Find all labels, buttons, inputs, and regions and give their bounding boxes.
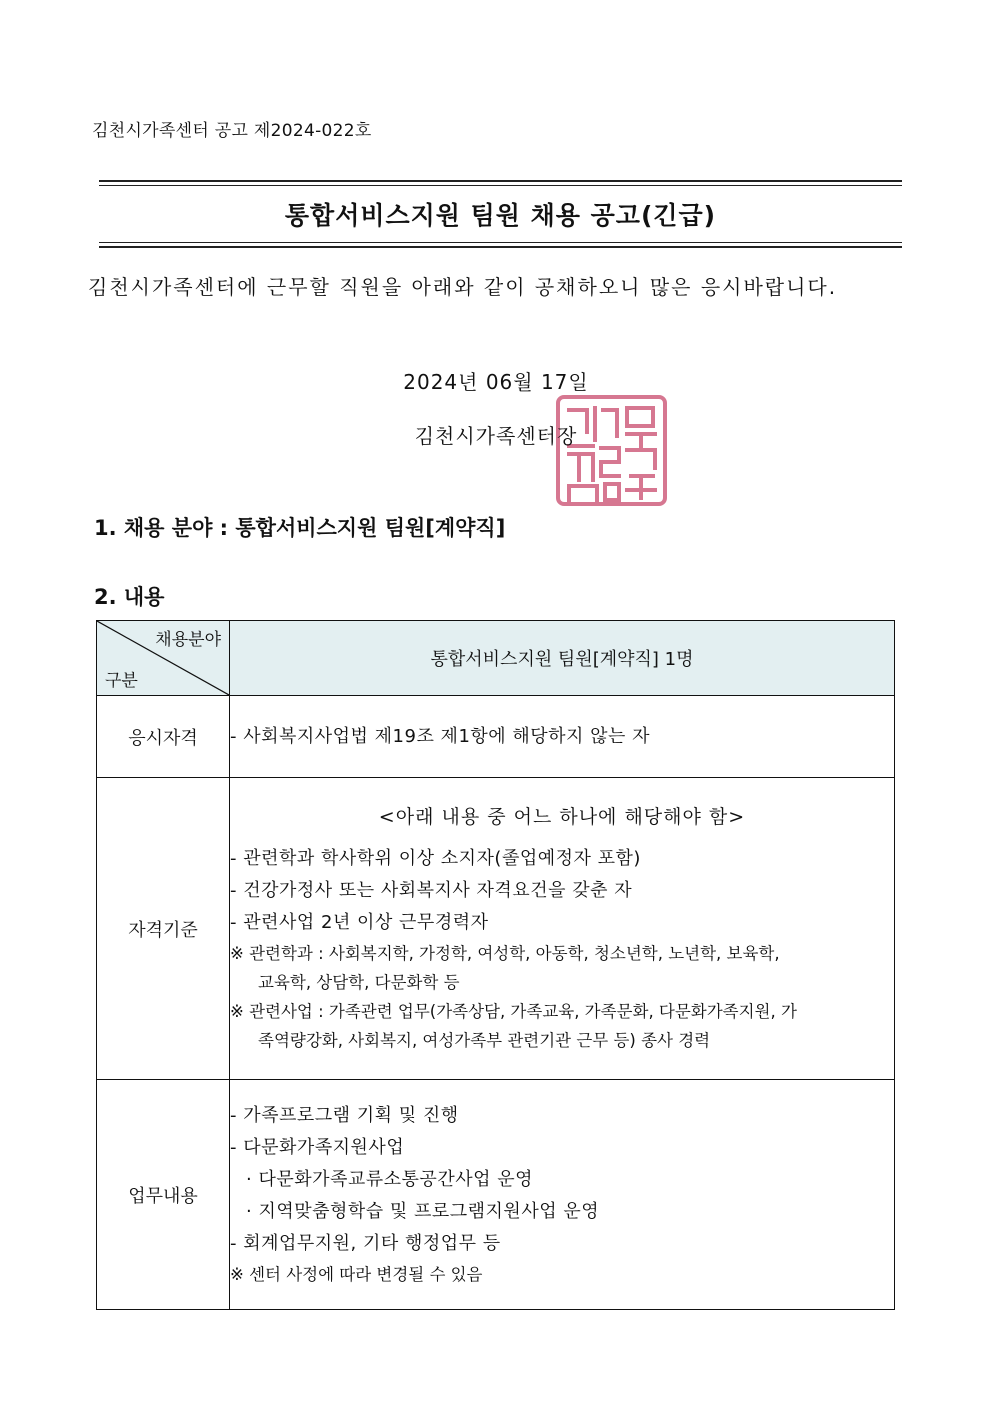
intro-paragraph: 김천시가족센터에 근무할 직원을 아래와 같이 공채하오니 많은 응시바랍니다. bbox=[88, 275, 838, 299]
qualification-line: - 건강가정사 또는 사회복지사 자격요건을 갖춘 자 bbox=[230, 880, 633, 901]
section-2-content: 2. 내용 bbox=[94, 585, 165, 609]
duties-line: - 가족프로그램 기획 및 진행 bbox=[230, 1105, 459, 1126]
duties-line: - 회계업무지원, 기타 행정업무 등 bbox=[230, 1233, 501, 1254]
duties-line: · 지역맞춤형학습 및 프로그램지원사업 운영 bbox=[246, 1201, 600, 1222]
title-rule-top-thin bbox=[99, 185, 902, 186]
table-header-row bbox=[97, 621, 895, 696]
duties-line: - 다문화가족지원사업 bbox=[230, 1137, 405, 1158]
page-title: 통합서비스지원 팀원 채용 공고(긴급) bbox=[284, 201, 717, 230]
eligibility-content bbox=[230, 696, 895, 778]
qualification-note: ※ 관련사업 : 가족관련 업무(가족상담, 가족교육, 가족문화, 다문화가족지원, 가 bbox=[230, 1002, 797, 1021]
organization-name: 김천시가족센터장 bbox=[414, 424, 578, 448]
position-header: 통합서비스지원 팀원[계약직] 1명 bbox=[230, 621, 895, 696]
qualification-note: ※ 관련학과 : 사회복지학, 가정학, 여성학, 아동학, 청소년학, 노년학, 보육학, bbox=[230, 944, 780, 963]
row-label-eligibility: 응시자격 bbox=[97, 696, 230, 778]
qualification-line: - 관련학과 학사학위 이상 소지자(졸업예정자 포함) bbox=[230, 848, 641, 869]
qualification-content bbox=[230, 778, 895, 1080]
eligibility-line: - 사회복지사업법 제19조 제1항에 해당하지 않는 자 bbox=[230, 725, 651, 747]
qualification-note: 교육학, 상담학, 다문화학 등 bbox=[258, 973, 460, 992]
table-row bbox=[97, 1080, 895, 1310]
qualification-note: 족역량강화, 사회복지, 여성가족부 관련기관 근무 등) 종사 경력 bbox=[258, 1031, 711, 1050]
duties-note: ※ 센터 사정에 따라 변경될 수 있음 bbox=[230, 1265, 483, 1284]
qualification-line: - 관련사업 2년 이상 근무경력자 bbox=[230, 912, 489, 933]
title-rule-top-thick bbox=[99, 180, 902, 182]
header-diagonal-cell bbox=[97, 621, 230, 696]
announcement-date: 2024년 06월 17일 bbox=[403, 370, 589, 394]
notice-number: 김천시가족센터 공고 제2024-022호 bbox=[92, 121, 372, 141]
header-row-label: 채용분야 bbox=[155, 630, 221, 650]
table-row bbox=[97, 778, 895, 1080]
title-rule-bottom-thin bbox=[99, 242, 902, 243]
row-label-duties: 업무내용 bbox=[97, 1080, 230, 1310]
duties-content bbox=[230, 1080, 895, 1310]
row-label-qualification: 자격기준 bbox=[97, 778, 230, 1080]
duties-line: · 다문화가족교류소통공간사업 운영 bbox=[246, 1169, 533, 1190]
table-row bbox=[97, 696, 895, 778]
recruitment-table bbox=[96, 620, 895, 1310]
title-rule-bottom-thick bbox=[99, 246, 902, 248]
section-1-field: 1. 채용 분야 : 통합서비스지원 팀원[계약직] bbox=[94, 516, 506, 540]
header-col-label: 구분 bbox=[105, 671, 138, 691]
qualification-heading: <아래 내용 중 어느 하나에 해당해야 함> bbox=[378, 806, 746, 828]
official-seal-stamp bbox=[555, 394, 668, 507]
